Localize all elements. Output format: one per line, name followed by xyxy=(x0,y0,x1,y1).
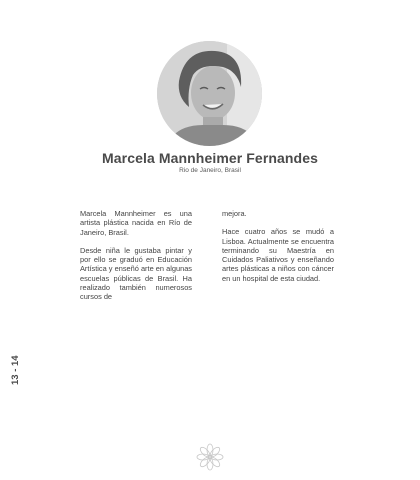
bio-paragraph: Desde niña le gustaba pintar y por ello se graduó en Educación Artística y enseñó arte en algunas escuelas públicas de Brasil. Ha realizado también numerosos cursos de xyxy=(80,245,192,302)
person-name: Marcela Mannheimer Fernandes xyxy=(102,150,318,166)
person-location: Rio de Janeiro, Brasil xyxy=(179,167,241,174)
bio-paragraph: Marcela Mannheimer es una artista plástica nacida en Río de Janeiro, Brasil. xyxy=(80,209,192,237)
bio-column-left xyxy=(80,209,192,311)
page-number: 13 - 14 xyxy=(10,355,21,385)
bio-paragraph: mejora. xyxy=(222,209,247,218)
portrait-photo xyxy=(157,41,262,146)
flower-ornament-icon xyxy=(196,443,224,471)
bio-column-right xyxy=(222,209,334,292)
bio-paragraph: Hace cuatro años se mudó a Lisboa. Actualmente se encuentra terminando su Maestría en Cuidados Paliativos y enseñando artes plásticas a niños con cáncer en un hospital de esta ciudad. xyxy=(222,227,334,283)
